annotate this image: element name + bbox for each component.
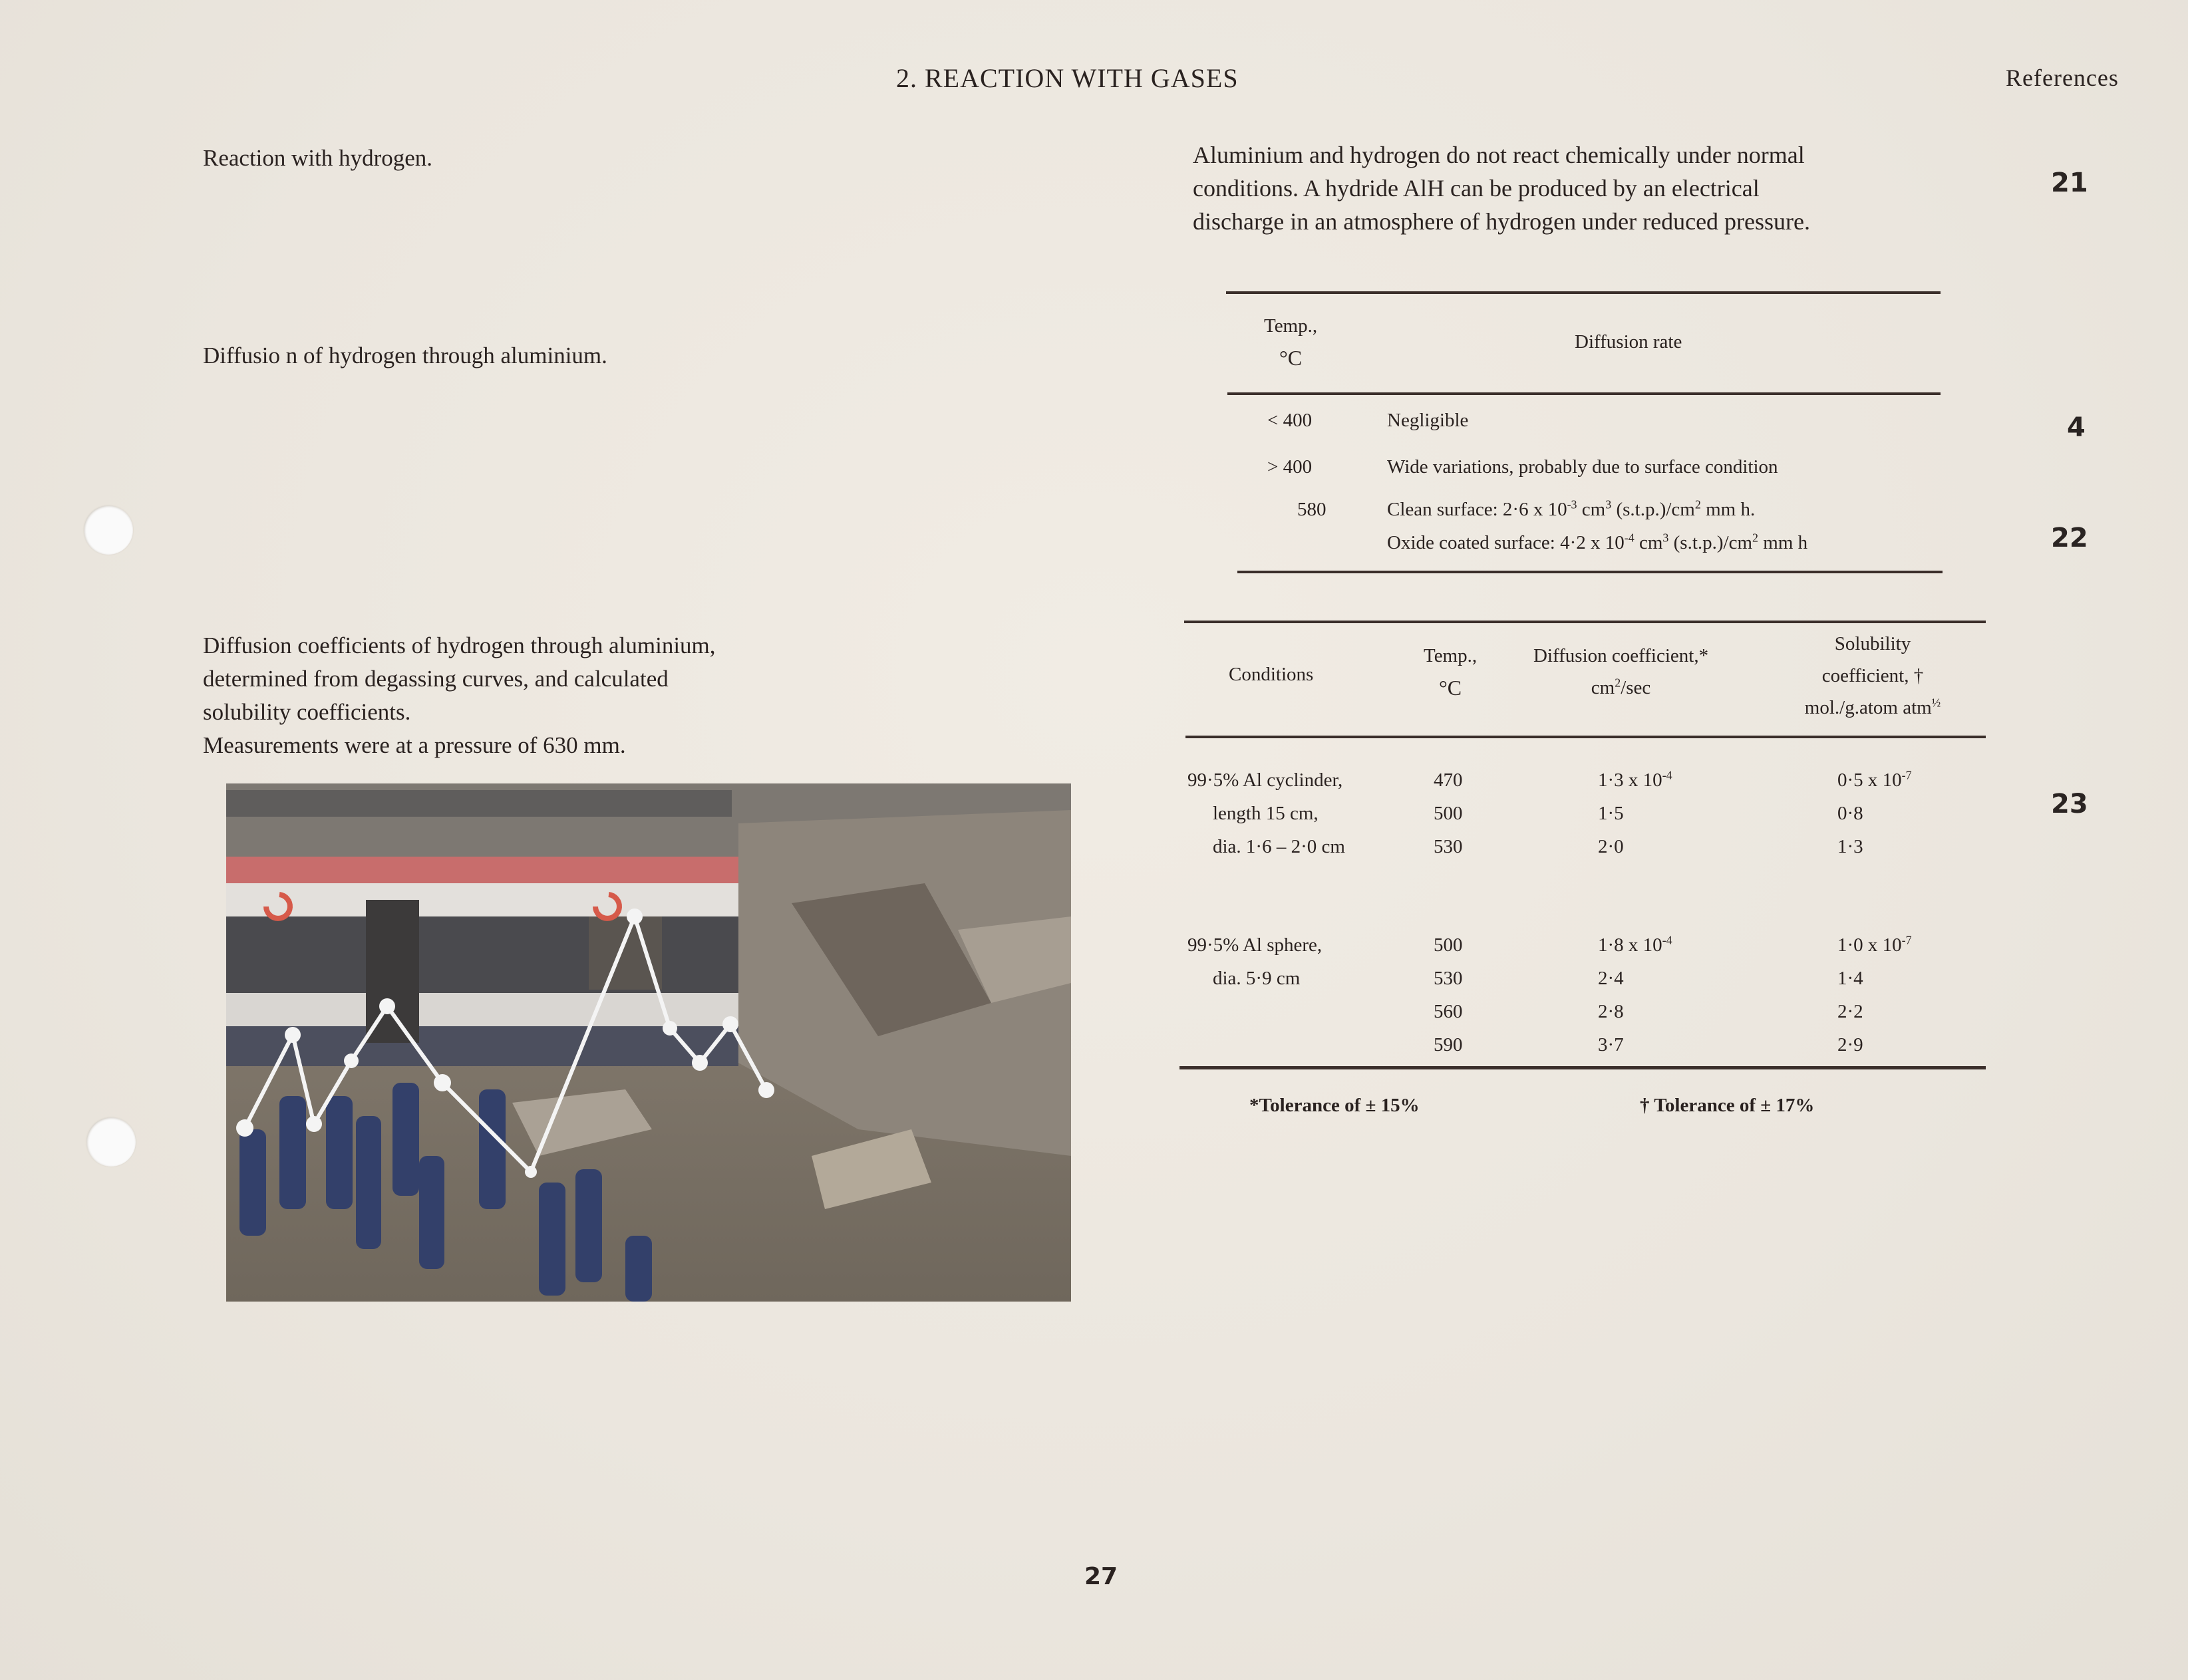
paragraph-line: conditions. A hydride AlH can be produced by an electrical	[1193, 175, 1760, 202]
header-diff-line1: Diffusion coefficient,*	[1533, 645, 1709, 666]
temp-cell: 590	[1434, 1034, 1463, 1055]
sol-value: 0·5 x 10	[1837, 770, 1902, 791]
condition-line: dia. 1·6 – 2·0 cm	[1213, 836, 1345, 857]
sol-exp: -7	[1901, 933, 1912, 947]
rate-text: Oxide coated surface: 4·2 x 10	[1387, 532, 1625, 553]
header-sol-line2: coefficient, †	[1821, 665, 1924, 686]
hole-punch-icon	[86, 1117, 136, 1167]
temp-cell: 500	[1434, 803, 1463, 824]
group-conditions	[1187, 928, 1322, 995]
coefficients-caption	[203, 629, 716, 762]
condition-line: dia. 5·9 cm	[1213, 968, 1301, 989]
sol-exp: -7	[1901, 768, 1912, 782]
page-number: 27	[1084, 1563, 1118, 1590]
photo-train-red-stripe	[226, 857, 738, 883]
hole-punch-icon	[84, 505, 133, 555]
header-temp	[1424, 640, 1477, 704]
rate-text: Clean surface: 2·6 x 10	[1387, 499, 1567, 520]
caption-line: determined from degassing curves, and calculated	[203, 666, 669, 692]
diff-cell: 2·8	[1598, 1001, 1624, 1022]
reaction-paragraph	[1193, 138, 1810, 238]
rate-text: mm h	[1758, 532, 1808, 553]
footnote-star: *Tolerance of ± 15%	[1249, 1095, 1420, 1116]
group-conditions	[1187, 764, 1345, 863]
condition-line: 99·5% Al sphere,	[1187, 934, 1323, 956]
header-temp-line2: °C	[1438, 676, 1462, 700]
photo-train-roof	[226, 790, 732, 817]
diff-column	[1598, 928, 1672, 1061]
photo-train-wreck	[226, 783, 1071, 1302]
diff-cell: 3·7	[1598, 1034, 1624, 1055]
header-temp-line1: Temp.,	[1264, 315, 1318, 337]
rate-exp: -4	[1624, 531, 1635, 545]
table-rule-bottom	[1237, 571, 1943, 573]
temp-cell: 530	[1434, 968, 1463, 989]
table-rule-bottom	[1179, 1066, 1986, 1069]
diff-value: 1·3 x 10	[1598, 770, 1662, 791]
header-temp-line2: °C	[1279, 346, 1303, 370]
rate-text: (s.t.p.)/cm	[1668, 532, 1753, 553]
header-diffusion-rate: Diffusion rate	[1575, 331, 1682, 352]
sol-cell: 0·8	[1837, 803, 1863, 824]
row-rate: Wide variations, probably due to surface condition	[1387, 456, 1778, 478]
sol-cell: 2·2	[1837, 1001, 1863, 1022]
unit-text: mol./g.atom atm	[1804, 697, 1932, 718]
row-rate	[1387, 532, 1807, 554]
header-temp	[1264, 310, 1317, 374]
condition-line: 99·5% Al cyclinder,	[1187, 770, 1343, 791]
temp-cell: 530	[1434, 836, 1463, 857]
table-rule-top	[1184, 621, 1986, 623]
diff-cell	[1598, 764, 1672, 797]
temp-cell: 470	[1434, 770, 1463, 791]
paragraph-line: discharge in an atmosphere of hydrogen under reduced pressure.	[1193, 208, 1811, 235]
paragraph-line: Aluminium and hydrogen do not react chemically under normal	[1193, 142, 1805, 168]
table-rule-top	[1226, 291, 1941, 294]
sol-value: 1·0 x 10	[1837, 934, 1902, 956]
sol-cell: 1·3	[1837, 836, 1863, 857]
header-diff-line2	[1533, 672, 1708, 704]
header-temp-line1: Temp.,	[1424, 645, 1478, 666]
temp-cell: 560	[1434, 1001, 1463, 1022]
rate-text: cm	[1577, 499, 1606, 520]
row-temp: 580	[1297, 499, 1327, 520]
row-temp: > 400	[1267, 456, 1313, 478]
diff-exp: -4	[1662, 933, 1672, 947]
rate-text: (s.t.p.)/cm	[1611, 499, 1695, 520]
photo-image	[226, 783, 1071, 1302]
sol-cell	[1837, 928, 1912, 962]
photo-train-window	[589, 916, 662, 990]
footnote-dagger: † Tolerance of ± 17%	[1640, 1095, 1815, 1116]
diff-value: 1·8 x 10	[1598, 934, 1662, 956]
rate-exp: -3	[1567, 497, 1577, 511]
diff-cell: 2·0	[1598, 836, 1624, 857]
rate-exp: 2	[1752, 531, 1759, 545]
diff-column	[1598, 764, 1672, 863]
unit-text: cm	[1591, 677, 1615, 698]
sol-column	[1837, 764, 1912, 863]
rate-text: mm h.	[1700, 499, 1756, 520]
header-solubility	[1780, 628, 1966, 724]
reference-number: 21	[2051, 168, 2088, 198]
rate-exp: 2	[1694, 497, 1701, 511]
page-title: 2. REACTION WITH GASES	[896, 63, 1239, 93]
table-rule-mid	[1227, 392, 1941, 395]
reference-number: 23	[2051, 789, 2088, 819]
caption-line: Diffusion coefficients of hydrogen through aluminium,	[203, 632, 716, 658]
photo-train-door	[366, 900, 419, 1043]
diff-exp: -4	[1662, 768, 1672, 782]
header-diffusion-coefficient	[1533, 640, 1708, 704]
rate-exp: 3	[1662, 531, 1669, 545]
reaction-title: Reaction with hydrogen.	[203, 145, 433, 171]
diff-cell: 1·5	[1598, 803, 1624, 824]
rate-text: cm	[1634, 532, 1663, 553]
diffusion-title: Diffusio n of hydrogen through aluminium.	[203, 343, 607, 368]
sol-cell	[1837, 764, 1912, 797]
sol-cell: 1·4	[1837, 968, 1863, 989]
caption-line: solubility coefficients.	[203, 699, 411, 725]
diff-cell: 2·4	[1598, 968, 1624, 989]
reference-number: 4	[2067, 412, 2086, 443]
row-rate: Negligible	[1387, 410, 1469, 431]
photo-train-skirt	[226, 1026, 738, 1066]
reference-number: 22	[2051, 523, 2088, 553]
temp-column	[1434, 928, 1463, 1061]
diff-cell	[1598, 928, 1672, 962]
references-label: References	[2006, 65, 2119, 91]
caption-line: Measurements were at a pressure of 630 mm.	[203, 732, 626, 758]
unit-exp: 2	[1615, 676, 1621, 690]
row-temp: < 400	[1267, 410, 1313, 431]
header-sol-line1: Solubility	[1834, 633, 1911, 654]
unit-text: /sec	[1621, 677, 1651, 698]
temp-cell: 500	[1434, 934, 1463, 956]
sol-cell: 2·9	[1837, 1034, 1863, 1055]
row-rate	[1387, 499, 1755, 521]
rate-exp: 3	[1605, 497, 1612, 511]
condition-line: length 15 cm,	[1213, 803, 1319, 824]
header-conditions: Conditions	[1229, 664, 1314, 685]
sol-column	[1837, 928, 1912, 1061]
temp-column	[1434, 764, 1463, 863]
unit-exp: ½	[1931, 696, 1941, 710]
photo-train-upper-band	[226, 883, 738, 916]
header-sol-line3	[1780, 692, 1966, 724]
table-rule-mid	[1185, 736, 1986, 738]
